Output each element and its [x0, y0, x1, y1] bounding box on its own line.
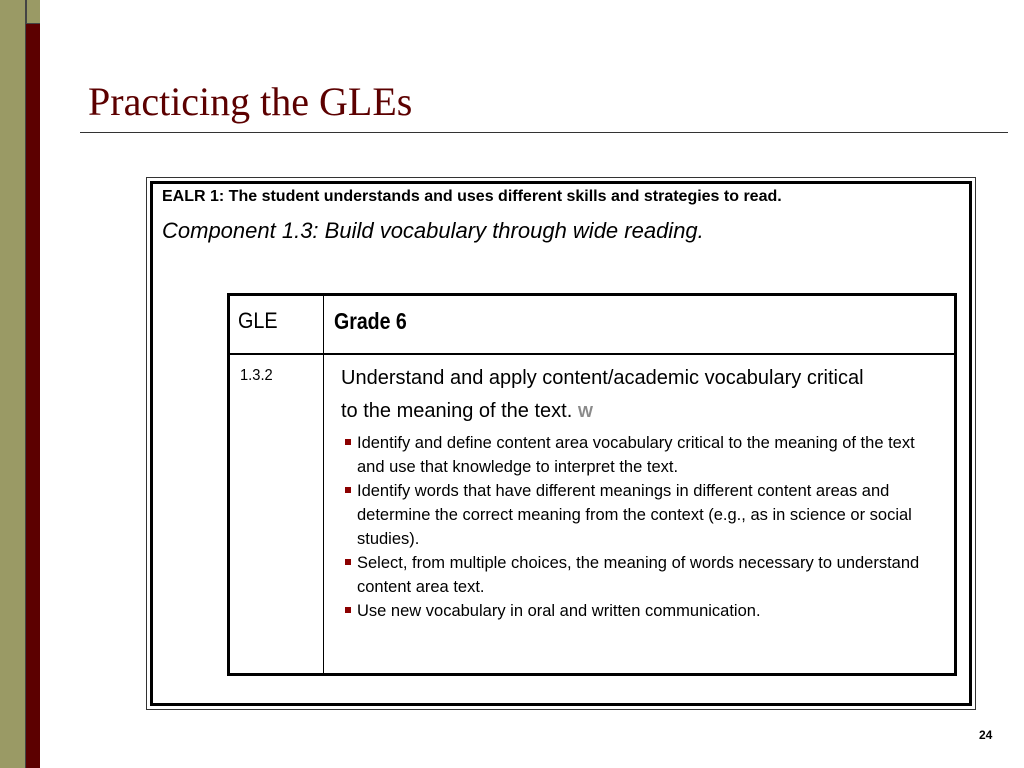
ealr-statement: EALR 1: The student understands and uses different skills and strategies to read.	[162, 188, 782, 205]
component-statement: Component 1.3: Build vocabulary through wide reading.	[162, 218, 704, 243]
slide-title: Practicing the GLEs	[88, 79, 413, 124]
gle-description	[341, 362, 881, 429]
list-item	[343, 551, 943, 599]
header-grade: Grade 6	[334, 308, 407, 334]
list-item-text: Use new vocabulary in oral and written communication.	[357, 602, 761, 620]
evidence-list	[343, 431, 943, 623]
gle-description-text: Understand and apply content/academic vocabulary critical to the meaning of the text.	[341, 367, 864, 422]
square-bullet-icon	[345, 439, 351, 445]
list-item	[343, 479, 943, 551]
decorative-olive-bar	[0, 0, 26, 768]
list-item	[343, 599, 943, 623]
header-gle: GLE	[238, 308, 278, 333]
table-row-divider	[230, 353, 954, 355]
square-bullet-icon	[345, 487, 351, 493]
title-divider	[80, 132, 1008, 133]
gle-table	[227, 293, 957, 676]
list-item-text: Identify words that have different meanings in different content areas and determine the correct meaning from the context (e.g., as in science or social studies).	[357, 482, 912, 548]
list-item	[343, 431, 943, 479]
writing-marker: W	[577, 404, 593, 421]
square-bullet-icon	[345, 607, 351, 613]
gle-code: 1.3.2	[240, 367, 273, 384]
decorative-corner-square	[26, 0, 40, 24]
decorative-maroon-bar	[26, 0, 40, 768]
square-bullet-icon	[345, 559, 351, 565]
page-number: 24	[979, 728, 993, 742]
list-item-text: Identify and define content area vocabulary critical to the meaning of the text and use that knowledge to interpret the text.	[357, 434, 915, 476]
list-item-text: Select, from multiple choices, the meaning of words necessary to understand content area text.	[357, 554, 920, 596]
